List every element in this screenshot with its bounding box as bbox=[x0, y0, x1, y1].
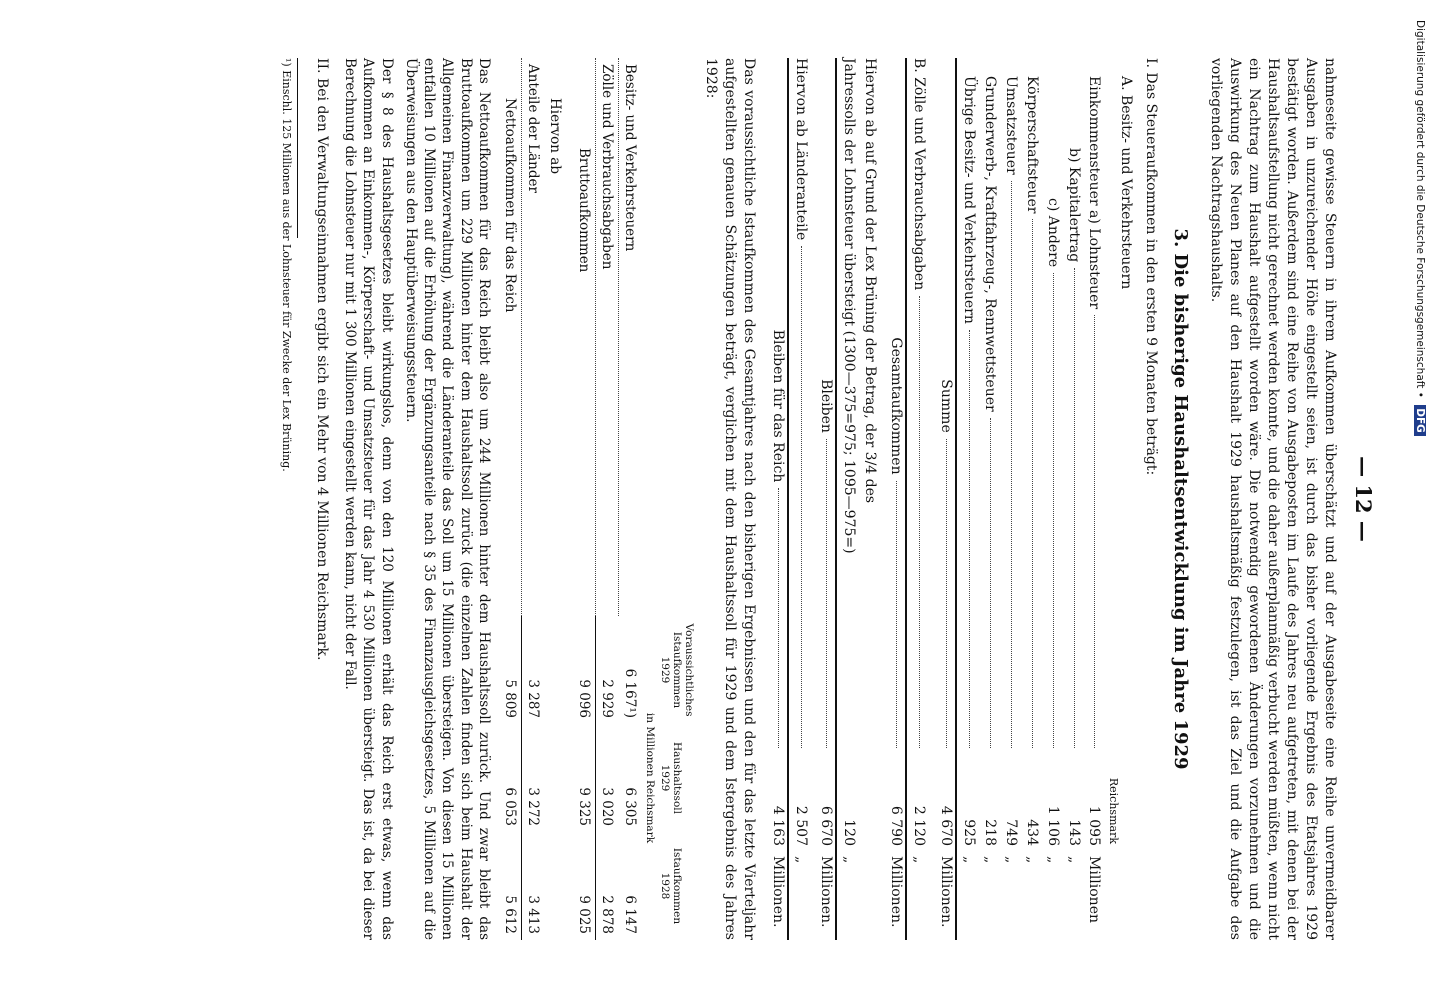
row-unit: „ bbox=[1002, 856, 1019, 864]
row-unit: „ bbox=[1065, 856, 1082, 864]
netto-paragraph: Das Nettoaufkommen für das Reich bleibt also um 244 Millionen hinter dem Haushaltssoll zurück. Und zwar bleibt das Bruttoaufkommen um 229 Millionen hinter dem Haushaltssoll zurück (die einzelnen Zahlen finden sich beim Haushalt der Allgemeinen Finanzverwaltung), während die Länderanteile das Soll um 15 Millionen übersteigen. Von diesen 15 Millionen entfallen 10 Millionen auf die Erhöhung der Ergänzungsanteile nach § 35 des Finanzausgleichsgesetzes, 5 Millionen auf die Überweisungen aus den Hauptüberweisungssteuern. bbox=[402, 58, 492, 940]
row-label: Nettoaufkommen für das Reich bbox=[502, 98, 519, 313]
lex-line2: Jahressolls der Lohnsteuer übersteigt (1300—375=975; 1095—975=) bbox=[840, 58, 857, 554]
intro-paragraph: nahmeseite gewisse Steuern in ihrem Aufkommen überschätzt und auf der Ausgabeseite eine Reihe unvermeidbarer Ausgaben in unzureichender Höhe eingestellt seien, ist durch das bisher vorliegende Ergebnis des Etatsjahres 1929 bestätigt worden. Außerdem sind eine Reihe von Ausgabeposten im Laufe des Jahres neu aufgetreten, mit denen bei der Haushaltsaufstellung nicht gerechnet werden konnte, und die daher außerplanmäßig verbucht werden müßten, wenn nicht ein Nachtrag zum Haushalt aufgestellt worden wäre. Die notwendig gewordenen Änderungen vorzunehmen und die Auswirkung des Neuen Planes auf den Haushalt 1929 haushaltsmäßig festzulegen, ist das Ziel und die Aufgabe des vorliegenden Nachtragshaushalts. bbox=[1208, 58, 1338, 940]
summe-unit: Millionen. bbox=[938, 856, 955, 928]
row-value: 749 bbox=[1002, 819, 1019, 846]
para8-paragraph: Der § 8 des Haushaltsgesetzes bleibt wirkungslos, denn von den 120 Millionen erhält das Reich erst etwas, wenn das Aufkommen an Einkommen-, Körperschaft- und Umsatzsteuer für das Jahr 4 530 Millionen übersteigt. Das ist, da bei dieser Berechnung die Lohnsteuer nur mit 1 300 Millionen eingestellt werden kann, nicht der Fall. bbox=[342, 58, 395, 940]
cell-soll1929 bbox=[544, 724, 572, 832]
sidebar-text: Digitalisierung gefördert durch die Deutsche Forschungsgemeinschaft • bbox=[1414, 20, 1426, 398]
cell-ist1929: 2 929 bbox=[599, 679, 616, 718]
summe-value: 4 670 bbox=[938, 805, 955, 847]
row-value: 1 106 bbox=[1044, 805, 1061, 846]
row-uebrige bbox=[959, 58, 978, 940]
bleiben-reich-unit: Millionen. bbox=[770, 856, 787, 928]
row-label: Körperschaftsteuer bbox=[1023, 76, 1040, 214]
comparison-table bbox=[499, 58, 696, 940]
col-header-ist1929: Voraussichtliches Istaufkommen 1929 bbox=[659, 623, 696, 717]
row-bleiben bbox=[816, 58, 837, 940]
cell-ist1929: 3 287 bbox=[525, 679, 542, 718]
row-label: b) Kapitalertrag bbox=[1065, 148, 1082, 263]
cell-soll1929: 6 053 bbox=[499, 724, 522, 832]
bleiben-reich-value: 4 163 bbox=[770, 805, 787, 846]
table-row bbox=[544, 58, 572, 940]
row-umsatzsteuer bbox=[1001, 58, 1020, 940]
section-title: 3. Die bisherige Haushaltsentwicklung im Jahre 1929 bbox=[1170, 228, 1192, 770]
row-gesamt bbox=[887, 58, 908, 940]
laender-label: Hiervon ab Länderanteile bbox=[792, 58, 809, 241]
cell-soll1929: 3 020 bbox=[599, 787, 616, 826]
row-label: Bruttoaufkommen bbox=[575, 148, 592, 273]
partA-heading: A. Besitz- und Verkehrsteuern bbox=[1118, 76, 1135, 290]
lex-value: 120 bbox=[840, 819, 857, 846]
row-label: Zölle und Verbrauchsabgaben bbox=[595, 58, 618, 616]
summe-label: Summe bbox=[938, 379, 955, 433]
col-header-ist1928: Istaufkommen 1928 bbox=[659, 847, 684, 925]
row-andere bbox=[1043, 58, 1062, 940]
row-unit: „ bbox=[1023, 856, 1040, 864]
row-value: 218 bbox=[982, 819, 999, 846]
table-row bbox=[618, 58, 641, 940]
col-header-soll1929: Haushaltssoll 1929 bbox=[659, 742, 684, 814]
lex-line1: Hiervon ab auf Grund der Lex Brüning der Betrag, der 3/4 des bbox=[861, 58, 878, 504]
row-unit: „ bbox=[1044, 856, 1061, 864]
lex-bruening-block bbox=[839, 58, 879, 940]
row-value: 925 bbox=[961, 819, 978, 846]
row-kapitalertrag bbox=[1064, 58, 1083, 940]
partB-label: B. Zölle und Verbrauchsabgaben bbox=[911, 58, 928, 291]
table-row bbox=[522, 58, 545, 940]
row-unit: „ bbox=[961, 856, 978, 864]
cell-ist1929: 6 167¹) bbox=[621, 668, 638, 718]
row-value: 1 095 bbox=[1086, 805, 1103, 846]
row-label: Anteile der Länder bbox=[522, 58, 545, 616]
gesamt-unit: Millionen. bbox=[888, 856, 905, 928]
cell-soll1929: 3 272 bbox=[525, 787, 542, 826]
cell-soll1929: 9 325 bbox=[572, 724, 595, 832]
row-partB bbox=[909, 58, 928, 940]
row-label: Hiervon ab bbox=[547, 98, 564, 174]
cell-ist1929 bbox=[544, 616, 572, 724]
laender-unit: „ bbox=[792, 856, 809, 864]
bleiben-reich-label: Bleiben für das Reich bbox=[770, 329, 787, 483]
gesamt-label: Gesamtaufkommen bbox=[888, 337, 905, 475]
row-label: Einkommensteuer a) Lohnsteuer bbox=[1086, 76, 1103, 310]
part2-text: II. Bei den Verwaltungseinnahmen ergibt sich ein Mehr von 4 Millionen Reichsmark. bbox=[314, 58, 331, 661]
table-row bbox=[595, 58, 618, 940]
cell-ist1928 bbox=[544, 832, 572, 940]
row-label: Grunderwerb-, Kraftfahrzeug-, Rennwettsteuer bbox=[982, 76, 999, 412]
dfg-logo: DFG bbox=[1414, 405, 1426, 436]
table-row bbox=[572, 58, 595, 940]
bleiben-label: Bleiben bbox=[817, 379, 834, 433]
row-bleiben-reich bbox=[768, 58, 789, 940]
row-label: Besitz- und Verkehrsteuern bbox=[618, 58, 641, 616]
row-value: 434 bbox=[1023, 819, 1040, 846]
row-label: c) Andere bbox=[1044, 198, 1061, 268]
laender-value: 2 507 bbox=[792, 805, 809, 846]
part1-heading: I. Das Steueraufkommen in den ersten 9 Monaten beträgt: bbox=[1143, 58, 1160, 476]
cell-ist1929: 5 809 bbox=[499, 616, 522, 724]
cell-ist1928: 2 878 bbox=[599, 895, 616, 934]
table-subheader: in Millionen Reichsmark bbox=[644, 712, 657, 844]
footnote-rule bbox=[297, 58, 298, 238]
row-value: 143 bbox=[1065, 819, 1082, 846]
cell-ist1928: 9 025 bbox=[572, 832, 595, 940]
cell-ist1928: 6 147 bbox=[621, 895, 638, 934]
dfg-sidebar bbox=[1414, 20, 1426, 436]
partB-unit: „ bbox=[911, 856, 928, 864]
bleiben-unit: Millionen. bbox=[817, 856, 834, 928]
rotated-page bbox=[27, 20, 1407, 980]
bleiben-value: 6 670 bbox=[817, 805, 834, 847]
comparison-intro: Das voraussichtliche Istaufkommen des Gesamtjahres nach den bisherigen Ergebnissen und den für das letzte Vierteljahr aufgestellten genauen Schätzungen beträgt, verglichen mit dem Haushaltssoll für 1929 und dem Istergebnis des Jahres 1928: bbox=[703, 58, 758, 940]
lex-unit: „ bbox=[840, 856, 857, 864]
row-lohnsteuer bbox=[1085, 58, 1104, 940]
partB-value: 2 120 bbox=[911, 805, 928, 846]
row-koerperschaftsteuer bbox=[1022, 58, 1041, 940]
cell-ist1928: 3 413 bbox=[525, 895, 542, 934]
row-grunderwerb bbox=[980, 58, 999, 940]
row-summe bbox=[936, 58, 957, 940]
cell-soll1929: 6 305 bbox=[621, 787, 638, 826]
row-laender bbox=[791, 58, 810, 940]
lex-line2-row bbox=[839, 58, 858, 940]
row-unit: Millionen bbox=[1086, 856, 1103, 923]
row-label: Umsatzsteuer bbox=[1002, 76, 1019, 175]
cell-ist1929: 9 096 bbox=[572, 616, 595, 724]
gesamt-value: 6 790 bbox=[888, 805, 905, 846]
table-row bbox=[499, 58, 522, 940]
row-unit: „ bbox=[982, 856, 999, 864]
row-label: Übrige Besitz- und Verkehrsteuern bbox=[961, 76, 978, 324]
page-number: — 12 — bbox=[1351, 456, 1376, 542]
cell-ist1928: 5 612 bbox=[499, 832, 522, 940]
footnote: ¹) Einschl. 125 Millionen aus der Lohnsteuer für Zwecke der Lex Brüning. bbox=[280, 58, 294, 472]
unit-header: Reichsmark bbox=[1107, 777, 1121, 844]
